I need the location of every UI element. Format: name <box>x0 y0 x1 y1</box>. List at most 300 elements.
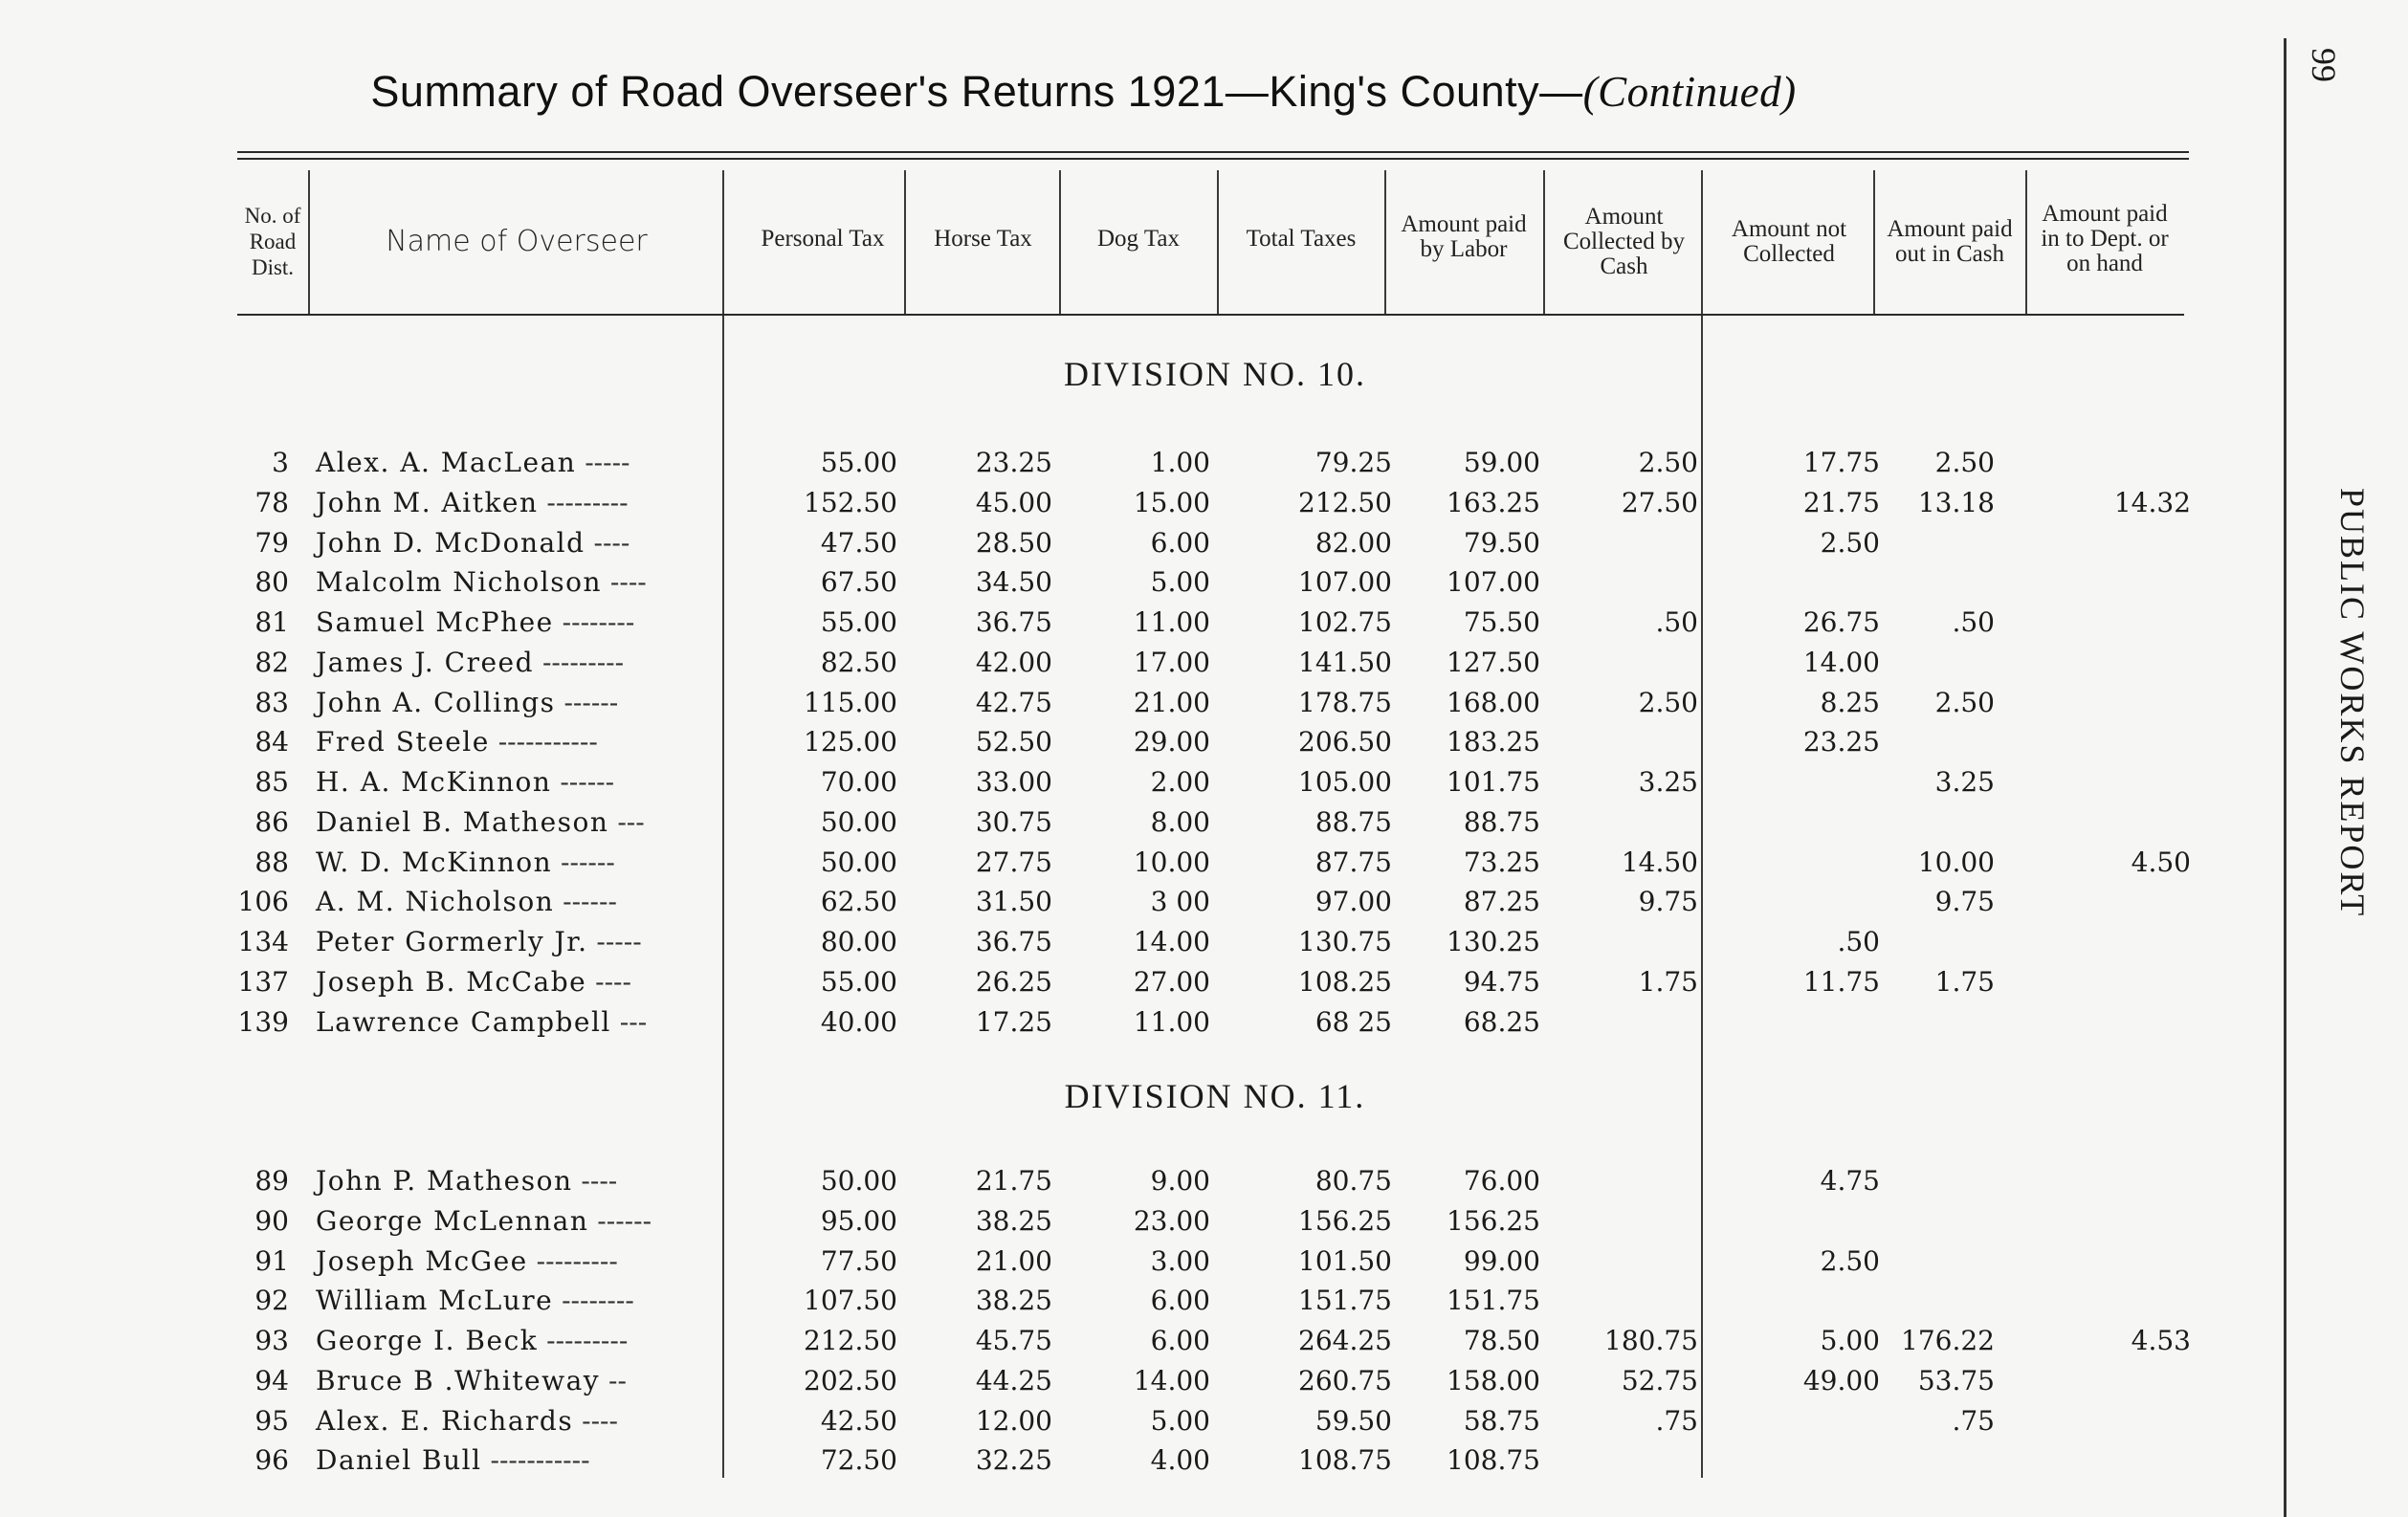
paid-out-cell: 13.18 <box>1917 486 1995 518</box>
total-taxes-cell: 178.75 <box>1298 686 1392 718</box>
overseer-name-cell <box>316 1006 718 1038</box>
overseer-name-cell <box>316 1365 718 1396</box>
leader-dots: ------ <box>554 886 617 918</box>
paid-by-labor-cell: 79.50 <box>1463 526 1540 559</box>
overseer-name-cell <box>316 1405 718 1437</box>
total-taxes-cell: 264.25 <box>1298 1325 1392 1357</box>
dog-tax-cell: 1.00 <box>1150 447 1210 478</box>
dog-tax-cell: 27.00 <box>1133 965 1210 998</box>
table-row <box>0 1365 2200 1403</box>
table-row <box>0 606 2200 645</box>
overseer-name: William McLure <box>316 1285 554 1317</box>
page-number: 99 <box>2305 48 2343 82</box>
table-row <box>0 726 2200 764</box>
paid-by-labor-cell: 130.25 <box>1447 926 1540 958</box>
paid-out-cell: .50 <box>1952 606 1995 639</box>
horse-tax-cell: 28.50 <box>975 526 1052 559</box>
header-divider <box>1543 170 1545 314</box>
dog-tax-cell: 23.00 <box>1133 1204 1210 1237</box>
header-divider <box>1217 170 1219 314</box>
overseer-name-cell <box>316 806 718 838</box>
header-divider <box>1384 170 1386 314</box>
total-taxes-cell: 88.75 <box>1314 805 1392 838</box>
personal-tax-cell: 55.00 <box>820 965 897 998</box>
total-taxes-cell: 105.00 <box>1298 766 1392 799</box>
overseer-name: Alex. A. MacLean <box>316 447 577 478</box>
horse-tax-cell: 45.00 <box>975 486 1052 518</box>
road-dist-cell: 96 <box>254 1444 289 1477</box>
road-dist-cell: 89 <box>254 1165 289 1197</box>
dog-tax-cell: 6.00 <box>1150 1285 1210 1317</box>
personal-tax-cell: 55.00 <box>820 606 897 639</box>
table-row <box>0 1285 2200 1323</box>
leader-dots: --------- <box>527 1244 618 1277</box>
leader-dots: -- <box>600 1364 627 1396</box>
overseer-name-cell <box>316 527 718 559</box>
road-dist-cell: 80 <box>254 566 289 599</box>
total-taxes-cell: 79.25 <box>1314 447 1392 478</box>
total-taxes-cell: 108.25 <box>1298 965 1392 998</box>
leader-dots: ----------- <box>481 1444 590 1477</box>
table-row <box>0 487 2200 525</box>
horse-tax-cell: 23.25 <box>975 447 1052 478</box>
dog-tax-cell: 15.00 <box>1133 486 1210 518</box>
leader-dots: ----- <box>576 447 630 478</box>
overseer-name-cell <box>316 726 718 758</box>
overseer-name: Malcolm Nicholson <box>316 566 603 599</box>
overseer-name-cell <box>316 886 718 917</box>
not-collected-cell: .50 <box>1837 926 1880 958</box>
not-collected-cell: 4.75 <box>1820 1165 1880 1197</box>
horse-tax-cell: 36.75 <box>975 606 1052 639</box>
total-taxes-cell: 108.75 <box>1298 1444 1392 1477</box>
table-row <box>0 1165 2200 1203</box>
not-collected-cell: 14.00 <box>1802 646 1880 678</box>
not-collected-cell: 17.75 <box>1802 447 1880 478</box>
not-collected-cell: 23.25 <box>1802 726 1880 758</box>
header-overseer-name: Name of Overseer <box>386 224 648 258</box>
road-dist-cell: 139 <box>237 1005 289 1038</box>
personal-tax-cell: 55.00 <box>820 447 897 478</box>
horse-tax-cell: 45.75 <box>975 1325 1052 1357</box>
leader-dots: ---- <box>602 566 647 599</box>
table-row <box>0 1325 2200 1363</box>
overseer-name-cell <box>316 1325 718 1356</box>
horse-tax-cell: 30.75 <box>975 805 1052 838</box>
leader-dots: --------- <box>538 486 629 518</box>
horse-tax-cell: 17.25 <box>975 1005 1052 1038</box>
leader-dots: ---- <box>586 965 631 998</box>
overseer-name-cell <box>316 606 718 638</box>
personal-tax-cell: 212.50 <box>804 1325 897 1357</box>
overseer-name-cell <box>316 647 718 678</box>
header-divider <box>722 170 724 314</box>
running-head: PUBLIC WORKS REPORT <box>2333 488 2372 918</box>
dog-tax-cell: 5.00 <box>1150 1404 1210 1437</box>
paid-out-cell: 3.25 <box>1934 766 1995 799</box>
table-row <box>0 1006 2200 1044</box>
header-rule <box>237 314 2184 316</box>
paid-by-labor-cell: 183.25 <box>1447 726 1540 758</box>
leader-dots: --------- <box>538 1325 629 1357</box>
collected-by-cash-cell: 2.50 <box>1638 686 1698 718</box>
overseer-name-cell <box>316 1444 718 1476</box>
leader-dots: --- <box>608 805 645 838</box>
table-row <box>0 886 2200 924</box>
header-divider <box>904 170 906 314</box>
leader-dots: ----- <box>587 926 642 958</box>
overseer-name: John A. Collings <box>316 686 556 718</box>
road-dist-cell: 95 <box>254 1404 289 1437</box>
collected-by-cash-cell: 14.50 <box>1621 846 1698 878</box>
division-heading: DIVISION NO. 11. <box>1064 1077 1366 1115</box>
paid-by-labor-cell: 76.00 <box>1463 1165 1540 1197</box>
paid-by-labor-cell: 101.75 <box>1447 766 1540 799</box>
total-taxes-cell: 102.75 <box>1298 606 1392 639</box>
overseer-name-cell <box>316 447 718 478</box>
total-taxes-cell: 212.50 <box>1298 486 1392 518</box>
horse-tax-cell: 38.25 <box>975 1204 1052 1237</box>
leader-dots: ---- <box>572 1165 618 1197</box>
personal-tax-cell: 82.50 <box>820 646 897 678</box>
total-taxes-cell: 107.00 <box>1298 566 1392 599</box>
header-total-taxes: Total Taxes <box>1246 226 1357 252</box>
personal-tax-cell: 77.50 <box>820 1244 897 1277</box>
leader-dots: ----------- <box>489 726 598 758</box>
personal-tax-cell: 50.00 <box>820 805 897 838</box>
header-dog-tax: Dog Tax <box>1097 226 1180 252</box>
dog-tax-cell: 17.00 <box>1133 646 1210 678</box>
table-row <box>0 566 2200 605</box>
paid-by-labor-cell: 156.25 <box>1447 1204 1540 1237</box>
road-dist-cell: 91 <box>254 1244 289 1277</box>
dog-tax-cell: 6.00 <box>1150 526 1210 559</box>
header-divider <box>2025 170 2027 314</box>
header-not-collected: Amount not Collected <box>1731 215 1847 267</box>
horse-tax-cell: 21.75 <box>975 1165 1052 1197</box>
road-dist-cell: 78 <box>254 486 289 518</box>
leader-dots: ------ <box>555 686 619 718</box>
total-taxes-cell: 97.00 <box>1314 886 1392 918</box>
horse-tax-cell: 52.50 <box>975 726 1052 758</box>
total-taxes-cell: 68 25 <box>1314 1005 1392 1038</box>
road-dist-cell: 90 <box>254 1204 289 1237</box>
not-collected-cell: 2.50 <box>1820 526 1880 559</box>
overseer-name: A. M. Nicholson <box>316 886 555 918</box>
overseer-name: Joseph McGee <box>316 1244 528 1277</box>
paid-by-labor-cell: 127.50 <box>1447 646 1540 678</box>
header-paid-by-labor: Amount paid by Labor <box>1401 210 1527 262</box>
road-dist-cell: 106 <box>237 886 289 918</box>
dog-tax-cell: 5.00 <box>1150 566 1210 599</box>
total-taxes-cell: 260.75 <box>1298 1364 1392 1396</box>
personal-tax-cell: 42.50 <box>820 1404 897 1437</box>
paid-by-labor-cell: 87.25 <box>1463 886 1540 918</box>
overseer-name: H. A. McKinnon <box>316 766 552 799</box>
total-taxes-cell: 151.75 <box>1298 1285 1392 1317</box>
paid-by-labor-cell: 75.50 <box>1463 606 1540 639</box>
horse-tax-cell: 12.00 <box>975 1404 1052 1437</box>
personal-tax-cell: 47.50 <box>820 526 897 559</box>
overseer-name-cell <box>316 1285 718 1316</box>
dog-tax-cell: 10.00 <box>1133 846 1210 878</box>
total-taxes-cell: 80.75 <box>1314 1165 1392 1197</box>
paid-by-labor-cell: 108.75 <box>1447 1444 1540 1477</box>
paid-out-cell: 1.75 <box>1934 965 1995 998</box>
road-dist-cell: 79 <box>254 526 289 559</box>
overseer-name-cell <box>316 966 718 998</box>
horse-tax-cell: 44.25 <box>975 1364 1052 1396</box>
header-personal-tax: Personal Tax <box>761 226 885 252</box>
overseer-name: Daniel Bull <box>316 1444 482 1477</box>
division-heading: DIVISION NO. 10. <box>1064 355 1366 393</box>
leader-dots: ------ <box>588 1204 652 1237</box>
road-dist-cell: 86 <box>254 805 289 838</box>
paid-out-cell: .75 <box>1952 1404 1995 1437</box>
paid-out-cell: 2.50 <box>1934 447 1995 478</box>
dog-tax-cell: 3.00 <box>1150 1244 1210 1277</box>
horse-tax-cell: 42.00 <box>975 646 1052 678</box>
dog-tax-cell: 21.00 <box>1133 686 1210 718</box>
collected-by-cash-cell: .50 <box>1655 606 1698 639</box>
header-road-dist: No. of Road Dist. <box>244 204 301 279</box>
header-divider <box>1701 170 1703 314</box>
header-paid-in-dept: Amount paid in to Dept. or on hand <box>2041 201 2169 276</box>
collected-by-cash-cell: 1.75 <box>1638 965 1698 998</box>
dog-tax-cell: 11.00 <box>1133 606 1210 639</box>
dog-tax-cell: 6.00 <box>1150 1325 1210 1357</box>
paid-in-cell: 4.50 <box>2131 846 2191 878</box>
personal-tax-cell: 107.50 <box>804 1285 897 1317</box>
horse-tax-cell: 33.00 <box>975 766 1052 799</box>
not-collected-cell: 8.25 <box>1820 686 1880 718</box>
paid-out-cell: 9.75 <box>1934 886 1995 918</box>
collected-by-cash-cell: .75 <box>1655 1404 1698 1437</box>
table-row <box>0 926 2200 964</box>
paid-out-cell: 176.22 <box>1901 1325 1995 1357</box>
header-paid-out-cash: Amount paid out in Cash <box>1887 215 2013 267</box>
overseer-name-cell <box>316 846 718 878</box>
not-collected-cell: 21.75 <box>1802 486 1880 518</box>
total-taxes-cell: 101.50 <box>1298 1244 1392 1277</box>
paid-by-labor-cell: 168.00 <box>1447 686 1540 718</box>
total-taxes-cell: 156.25 <box>1298 1204 1392 1237</box>
paid-by-labor-cell: 163.25 <box>1447 486 1540 518</box>
page-title <box>0 67 2167 117</box>
overseer-name: Fred Steele <box>316 726 490 758</box>
dog-tax-cell: 14.00 <box>1133 1364 1210 1396</box>
table-row <box>0 1205 2200 1243</box>
paid-by-labor-cell: 158.00 <box>1447 1364 1540 1396</box>
paid-out-cell: 2.50 <box>1934 686 1995 718</box>
top-rule <box>237 151 2189 153</box>
top-rule-second <box>237 158 2189 160</box>
personal-tax-cell: 62.50 <box>820 886 897 918</box>
personal-tax-cell: 50.00 <box>820 1165 897 1197</box>
table-row <box>0 1444 2200 1483</box>
table-row <box>0 966 2200 1004</box>
leader-dots: ------ <box>551 766 615 799</box>
horse-tax-cell: 27.75 <box>975 846 1052 878</box>
overseer-name: Joseph B. McCabe <box>316 965 587 998</box>
dog-tax-cell: 9.00 <box>1150 1165 1210 1197</box>
personal-tax-cell: 115.00 <box>804 686 897 718</box>
paid-by-labor-cell: 68.25 <box>1463 1005 1540 1038</box>
overseer-name-cell <box>316 687 718 718</box>
table-row <box>0 1245 2200 1284</box>
table-row <box>0 687 2200 725</box>
overseer-name: Alex. E. Richards <box>316 1404 574 1437</box>
table-row <box>0 647 2200 685</box>
total-taxes-cell: 59.50 <box>1314 1404 1392 1437</box>
collected-by-cash-cell: 180.75 <box>1604 1325 1698 1357</box>
header-horse-tax: Horse Tax <box>934 226 1032 252</box>
collected-by-cash-cell: 27.50 <box>1621 486 1698 518</box>
dog-tax-cell: 2.00 <box>1150 766 1210 799</box>
table-row <box>0 766 2200 804</box>
paid-by-labor-cell: 78.50 <box>1463 1325 1540 1357</box>
overseer-name: John D. McDonald <box>316 526 585 559</box>
leader-dots: -------- <box>553 606 635 639</box>
collected-by-cash-cell: 9.75 <box>1638 886 1698 918</box>
overseer-name: W. D. McKinnon <box>316 846 553 878</box>
leader-dots: ------ <box>552 846 615 878</box>
overseer-name: George McLennan <box>316 1204 589 1237</box>
overseer-name: Lawrence Campbell <box>316 1005 611 1038</box>
paid-by-labor-cell: 94.75 <box>1463 965 1540 998</box>
horse-tax-cell: 31.50 <box>975 886 1052 918</box>
leader-dots: --- <box>610 1005 648 1038</box>
dog-tax-cell: 14.00 <box>1133 926 1210 958</box>
not-collected-cell: 5.00 <box>1820 1325 1880 1357</box>
road-dist-cell: 84 <box>254 726 289 758</box>
dog-tax-cell: 11.00 <box>1133 1005 1210 1038</box>
road-dist-cell: 92 <box>254 1285 289 1317</box>
total-taxes-cell: 141.50 <box>1298 646 1392 678</box>
personal-tax-cell: 80.00 <box>820 926 897 958</box>
collected-by-cash-cell: 3.25 <box>1638 766 1698 799</box>
collected-by-cash-cell: 2.50 <box>1638 447 1698 478</box>
overseer-name: Samuel McPhee <box>316 606 554 639</box>
leader-dots: -------- <box>553 1285 634 1317</box>
leader-dots: --------- <box>534 646 625 678</box>
road-dist-cell: 81 <box>254 606 289 639</box>
paid-by-labor-cell: 99.00 <box>1463 1244 1540 1277</box>
table-row <box>0 806 2200 845</box>
horse-tax-cell: 26.25 <box>975 965 1052 998</box>
overseer-name: Daniel B. Matheson <box>316 805 609 838</box>
overseer-name: John M. Aitken <box>316 486 539 518</box>
overseer-name-cell <box>316 766 718 798</box>
table-row <box>0 846 2200 885</box>
overseer-name-cell <box>316 487 718 518</box>
collected-by-cash-cell: 52.75 <box>1621 1364 1698 1396</box>
table-row <box>0 527 2200 565</box>
personal-tax-cell: 125.00 <box>804 726 897 758</box>
paid-by-labor-cell: 59.00 <box>1463 447 1540 478</box>
dog-tax-cell: 3 00 <box>1150 886 1210 918</box>
header-divider <box>308 170 310 314</box>
total-taxes-cell: 206.50 <box>1298 726 1392 758</box>
page-edge-rule <box>2284 38 2286 1517</box>
paid-by-labor-cell: 107.00 <box>1447 566 1540 599</box>
horse-tax-cell: 42.75 <box>975 686 1052 718</box>
leader-dots: ---- <box>585 526 630 559</box>
paid-out-cell: 10.00 <box>1917 846 1995 878</box>
personal-tax-cell: 70.00 <box>820 766 897 799</box>
paid-in-cell: 4.53 <box>2131 1325 2191 1357</box>
overseer-name: Bruce B .Whiteway <box>316 1364 601 1396</box>
not-collected-cell: 26.75 <box>1802 606 1880 639</box>
personal-tax-cell: 202.50 <box>804 1364 897 1396</box>
horse-tax-cell: 21.00 <box>975 1244 1052 1277</box>
not-collected-cell: 11.75 <box>1802 965 1880 998</box>
total-taxes-cell: 130.75 <box>1298 926 1392 958</box>
dog-tax-cell: 8.00 <box>1150 805 1210 838</box>
overseer-name-cell <box>316 566 718 598</box>
total-taxes-cell: 82.00 <box>1314 526 1392 559</box>
road-dist-cell: 85 <box>254 766 289 799</box>
road-dist-cell: 93 <box>254 1325 289 1357</box>
paid-out-cell: 53.75 <box>1917 1364 1995 1396</box>
overseer-name: James J. Creed <box>316 646 535 678</box>
not-collected-cell: 49.00 <box>1802 1364 1880 1396</box>
road-dist-cell: 82 <box>254 646 289 678</box>
horse-tax-cell: 36.75 <box>975 926 1052 958</box>
horse-tax-cell: 32.25 <box>975 1444 1052 1477</box>
title-continued: (Continued) <box>1582 68 1797 116</box>
personal-tax-cell: 40.00 <box>820 1005 897 1038</box>
dog-tax-cell: 4.00 <box>1150 1444 1210 1477</box>
header-divider <box>1059 170 1061 314</box>
overseer-name: John P. Matheson <box>316 1165 573 1197</box>
overseer-name-cell <box>316 1245 718 1277</box>
personal-tax-cell: 50.00 <box>820 846 897 878</box>
table-row <box>0 1405 2200 1443</box>
paid-by-labor-cell: 58.75 <box>1463 1404 1540 1437</box>
paid-in-cell: 14.32 <box>2113 486 2191 518</box>
personal-tax-cell: 67.50 <box>820 566 897 599</box>
horse-tax-cell: 38.25 <box>975 1285 1052 1317</box>
road-dist-cell: 3 <box>272 447 289 478</box>
leader-dots: ---- <box>573 1404 618 1437</box>
paid-by-labor-cell: 151.75 <box>1447 1285 1540 1317</box>
title-main: Summary of Road Overseer's Returns 1921—King's County— <box>370 67 1583 116</box>
horse-tax-cell: 34.50 <box>975 566 1052 599</box>
overseer-name-cell <box>316 926 718 957</box>
personal-tax-cell: 95.00 <box>820 1204 897 1237</box>
road-dist-cell: 94 <box>254 1364 289 1396</box>
dog-tax-cell: 29.00 <box>1133 726 1210 758</box>
road-dist-cell: 88 <box>254 846 289 878</box>
road-dist-cell: 137 <box>237 965 289 998</box>
header-divider <box>1873 170 1875 314</box>
road-dist-cell: 83 <box>254 686 289 718</box>
personal-tax-cell: 72.50 <box>820 1444 897 1477</box>
road-dist-cell: 134 <box>237 926 289 958</box>
overseer-name: Peter Gormerly Jr. <box>316 926 588 958</box>
not-collected-cell: 2.50 <box>1820 1244 1880 1277</box>
paid-by-labor-cell: 73.25 <box>1463 846 1540 878</box>
total-taxes-cell: 87.75 <box>1314 846 1392 878</box>
paid-by-labor-cell: 88.75 <box>1463 805 1540 838</box>
table-row <box>0 447 2200 485</box>
header-collected-by-cash: Amount Collected by Cash <box>1562 203 1686 279</box>
overseer-name-cell <box>316 1165 718 1197</box>
overseer-name: George I. Beck <box>316 1325 539 1357</box>
overseer-name-cell <box>316 1205 718 1237</box>
personal-tax-cell: 152.50 <box>804 486 897 518</box>
